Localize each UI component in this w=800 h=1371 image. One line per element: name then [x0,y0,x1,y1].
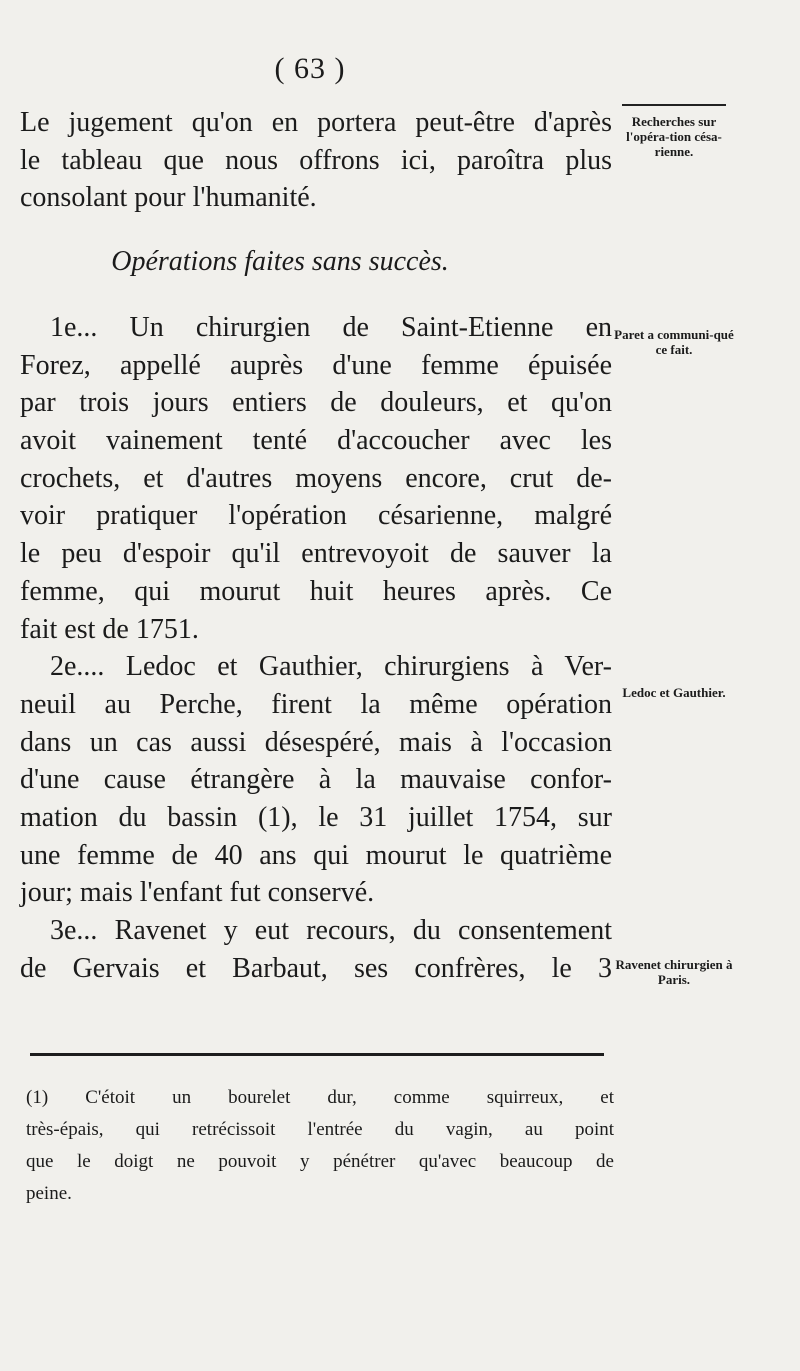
text-line: d'une cause étrangère à la mauvaise confor- [20,764,612,796]
margin-note-ravenet: Ravenet chirurgien à Paris. [615,957,733,987]
footnote-line: peine. [26,1183,72,1204]
text-line: par trois jours entiers de douleurs, et qu'on [20,387,612,419]
text-line: avoit vainement tenté d'accoucher avec les [20,425,612,457]
margin-note-rule [622,104,726,106]
body-text [20,309,612,987]
text-line: Le jugement qu'on en portera peut-être d'après [20,107,612,138]
text-line: femme, qui mourut huit heures après. Ce [20,575,612,607]
text-line: crochets, et d'autres moyens encore, crut de- [20,462,612,494]
footnote [26,1082,614,1210]
text-line: le peu d'espoir qu'il entrevoyoit de sauver la [20,538,612,570]
text-line: 1e... Un chirurgien de Saint-Etienne en [50,312,612,343]
page-number: ( 63 ) [274,52,346,85]
text-line: dans un cas aussi désespéré, mais à l'occasion [20,726,612,758]
footnote-rule [30,1053,604,1056]
text-line: Forez, appellé auprès d'une femme épuisée [20,349,612,381]
footnote-line: (1) C'étoit un bourelet dur, comme squirreux, et [26,1087,614,1108]
text-line: jour; mais l'enfant fut conservé. [20,877,375,909]
text-line: mation du bassin (1), le 31 juillet 1754, sur [20,801,612,833]
text-line: le tableau que nous offrons ici, paroîtra plus [20,144,612,176]
text-line: fait est de 1751. [20,613,199,645]
footnote-line: très-épais, qui retrécissoit l'entrée du vagin, au point [26,1119,614,1140]
text-line: 3e... Ravenet y eut recours, du consentement [50,915,612,946]
text-line: neuil au Perche, firent la même opération [20,688,612,720]
footnote-line: que le doigt ne pouvoit y pénétrer qu'avec beaucoup de [26,1151,614,1172]
text-line: 2e.... Ledoc et Gauthier, chirurgiens à Ver- [50,651,612,683]
text-line: consolant pour l'humanité. [20,182,317,214]
margin-note-paret: Paret a communi-qué ce fait. [614,327,734,357]
text-line: de Gervais et Barbaut, ses confrères, le 3 [20,952,612,984]
intro-paragraph [20,104,612,217]
text-line: une femme de 40 ans qui mourut le quatrième [20,839,612,871]
text-line: voir pratiquer l'opération césarienne, malgré [20,500,612,532]
margin-note-ledoc: Ledoc et Gauthier. [622,685,726,700]
margin-note-recherches: Recherches sur l'opéra-tion césa-rienne. [626,114,722,159]
section-heading: Opérations faites sans succès. [111,246,449,277]
